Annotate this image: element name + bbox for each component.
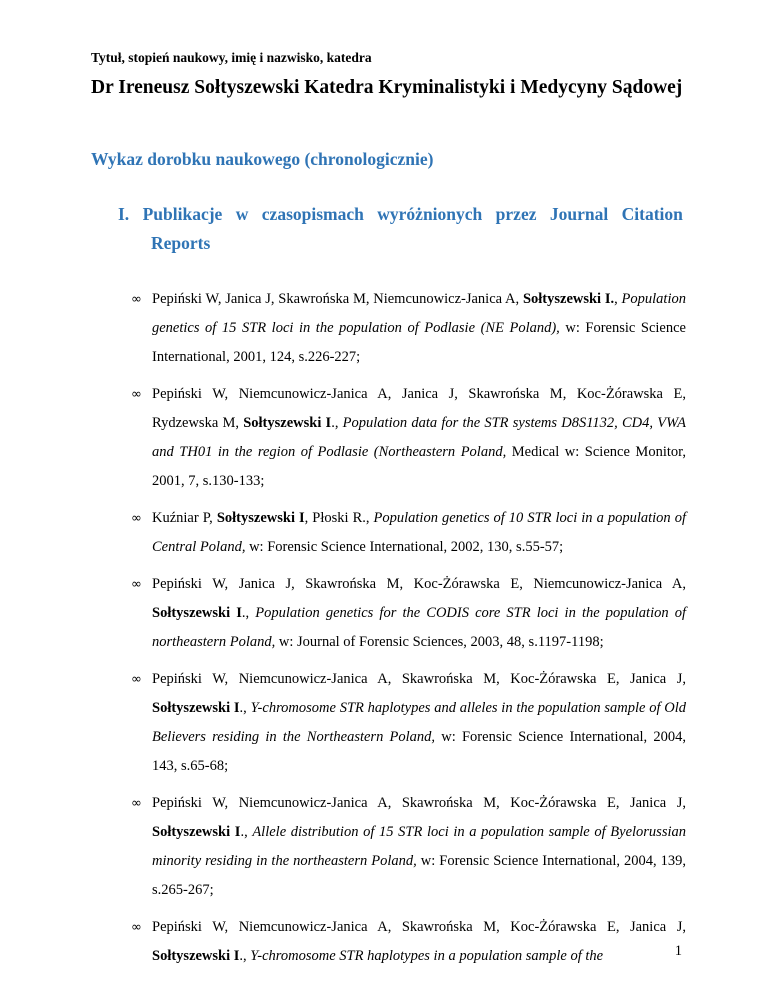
entry-title: Population genetics of 10 STR loci in a population of Central Poland, [152,510,686,555]
entry-highlighted-author: Sołtyszewski I. [522,291,615,307]
entry-separator: ., [239,700,251,716]
entry-highlighted-author: Sołtyszewski I [152,948,240,964]
page-number: 1 [674,943,682,959]
section-heading-word: w [235,204,249,224]
entry-authors: Pepiński W, Niemcunowicz-Janica A, Skawrońska M, Koc-Żórawska E, Janica J, [152,795,686,811]
entry-source: w: Forensic Science International, 2004, 143, s.65-68; [152,729,686,774]
list-item [131,789,686,913]
entry-source: w: Forensic Science International, 2002, 130, s.55-57; [245,539,564,555]
section-heading-word: Publikacje [142,204,223,224]
list-item [131,913,686,971]
section-heading-word: Citation [621,204,683,224]
header-subtitle: Tytuł, stopień naukowy, imię i nazwisko, katedra [91,50,372,65]
list-item [131,380,686,504]
infinity-bullet-icon: ∞ [131,511,142,526]
entry-authors: Pepiński W, Janica J, Skawrońska M, Niemcunowicz-Janica A, [152,291,523,307]
entry-title: Y-chromosome STR haplotypes in a population sample of the [250,948,604,964]
entry-highlighted-author: Sołtyszewski I [216,510,305,526]
list-item [131,285,686,380]
infinity-bullet-icon: ∞ [131,920,142,935]
section-heading-line2: Reports [151,233,211,253]
infinity-bullet-icon: ∞ [131,672,142,687]
publication-list [131,285,686,971]
entry-title: Population data for the STR systems D8S1132, CD4, VWA and TH01 in the region of Podlasie (Northeastern Poland, [152,415,686,460]
entry-highlighted-author: Sołtyszewski I [152,824,241,840]
infinity-bullet-icon: ∞ [131,796,142,811]
entry-title: Allele distribution of 15 STR loci in a population sample of Byelorussian minority residing in the northeastern Poland, [152,824,686,869]
entry-source: Medical w: Science Monitor, 2001, 7, s.130-133; [152,444,686,489]
entry-separator: , [614,291,622,307]
entry-highlighted-author: Sołtyszewski I [243,415,332,431]
list-item [131,504,686,570]
entry-highlighted-author: Sołtyszewski I [152,700,240,716]
entry-separator: ., [331,415,343,431]
entry-source: w: Forensic Science International, 2004, 139, s.265-267; [152,853,686,898]
entry-separator: , Płoski R., [304,510,374,526]
list-item [131,665,686,789]
entry-source: w: Journal of Forensic Sciences, 2003, 48, s.1197-1198; [275,634,604,650]
infinity-bullet-icon: ∞ [131,292,142,307]
entry-authors: Pepiński W, Janica J, Skawrońska M, Koc-Żórawska E, Niemcunowicz-Janica A, [152,576,686,592]
entry-separator: ., [239,948,251,964]
entry-separator: ., [240,824,253,840]
section-heading [118,200,683,258]
section-number: I. [118,204,130,224]
infinity-bullet-icon: ∞ [131,577,142,592]
list-title: Wykaz dorobku naukowego (chronologicznie) [91,149,434,169]
entry-highlighted-author: Sołtyszewski I [152,605,242,621]
entry-authors: Pepiński W, Niemcunowicz-Janica A, Skawrońska M, Koc-Żórawska E, Janica J, [152,919,686,935]
entry-separator: ., [241,605,256,621]
entry-authors: Pepiński W, Niemcunowicz-Janica A, Janica J, Skawrońska M, Koc-Żórawska E, Rydzewska M, [152,386,686,431]
entry-authors: Pepiński W, Niemcunowicz-Janica A, Skawrońska M, Koc-Żórawska E, Janica J, [152,671,686,687]
header-title: Dr Ireneusz Sołtyszewski Katedra Kryminalistyki i Medycyny Sądowej [91,77,683,98]
section-heading-word: przez [495,204,537,224]
entry-title: Population genetics of 15 STR loci in the population of Podlasie (NE Poland), [152,291,686,336]
infinity-bullet-icon: ∞ [131,387,142,402]
section-heading-word: Journal [549,204,609,224]
section-heading-word: czasopismach [261,204,364,224]
entry-authors: Kuźniar P, [152,510,217,526]
entry-title: Population genetics for the CODIS core STR loci in the population of northeastern Poland, [152,605,686,650]
section-heading-word: wyróżnionych [377,204,483,224]
entry-source: w: Forensic Science International, 2001, 124, s.226-227; [152,320,686,365]
list-item [131,570,686,665]
section-heading-line1 [118,200,683,229]
entry-title: Y-chromosome STR haplotypes and alleles in the population sample of Old Believers residing in the Northeastern Poland, [152,700,686,745]
